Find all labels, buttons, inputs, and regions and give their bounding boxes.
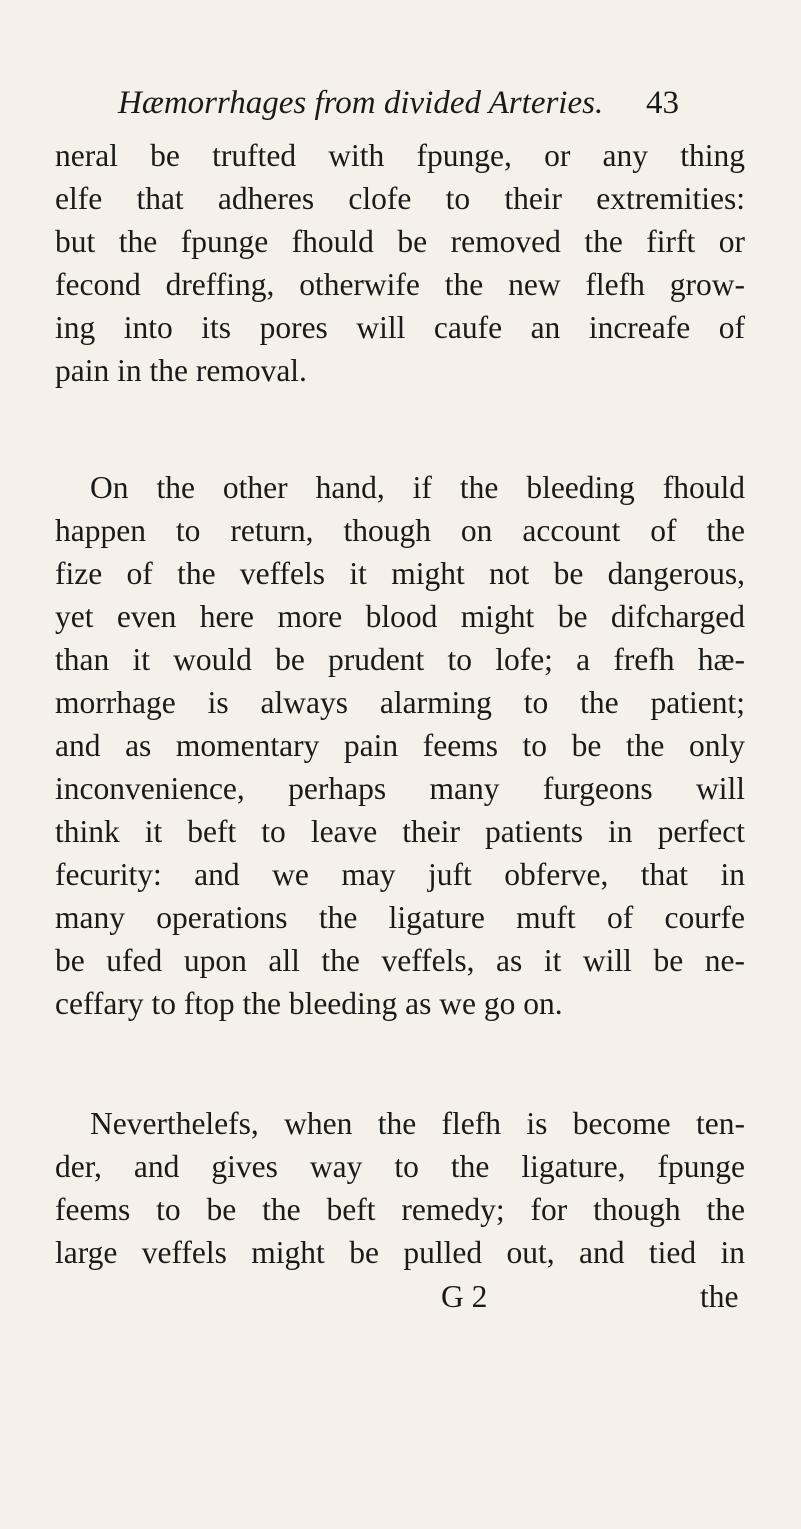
- text-line: large veffels might be pulled out, and tied in: [55, 1235, 745, 1270]
- text-line: happen to return, though on account of the: [55, 513, 745, 548]
- text-line: feems to be the beft remedy; for though the: [55, 1192, 745, 1227]
- text-line: think it beft to leave their patients in perfect: [55, 814, 745, 849]
- text-line: many operations the ligature muft of courfe: [55, 900, 745, 935]
- text-line: fize of the veffels it might not be dangerous,: [55, 556, 745, 591]
- text-line: ing into its pores will caufe an increafe of: [55, 310, 745, 345]
- running-head-title: Hæmorrhages from divided Arteries.: [118, 85, 604, 121]
- text-line: and as momentary pain feems to be the only: [55, 728, 745, 763]
- text-line: but the fpunge fhould be removed the firft or: [55, 224, 745, 259]
- text-line: On the other hand, if the bleeding fhould: [90, 470, 745, 505]
- text-line: pain in the removal.: [55, 353, 307, 388]
- signature-mark: G 2: [441, 1279, 488, 1314]
- text-line: yet even here more blood might be difcharged: [55, 599, 745, 634]
- text-line: der, and gives way to the ligature, fpunge: [55, 1149, 745, 1184]
- page-number: 43: [646, 85, 679, 121]
- text-line: elfe that adheres clofe to their extremities:: [55, 181, 745, 216]
- text-line: inconvenience, perhaps many furgeons will: [55, 771, 745, 806]
- text-line: neral be trufted with fpunge, or any thing: [55, 138, 745, 173]
- text-line: Neverthelefs, when the flefh is become ten-: [90, 1106, 745, 1141]
- text-line: than it would be prudent to lofe; a frefh hæ-: [55, 642, 745, 677]
- text-line: ceffary to ftop the bleeding as we go on.: [55, 986, 563, 1021]
- text-line: morrhage is always alarming to the patient;: [55, 685, 745, 720]
- text-line: fecond dreffing, otherwife the new flefh grow-: [55, 267, 745, 302]
- text-line: be ufed upon all the veffels, as it will be ne-: [55, 943, 745, 978]
- text-line: fecurity: and we may juft obferve, that in: [55, 857, 745, 892]
- running-head: [118, 83, 678, 123]
- catchword: the: [700, 1279, 739, 1314]
